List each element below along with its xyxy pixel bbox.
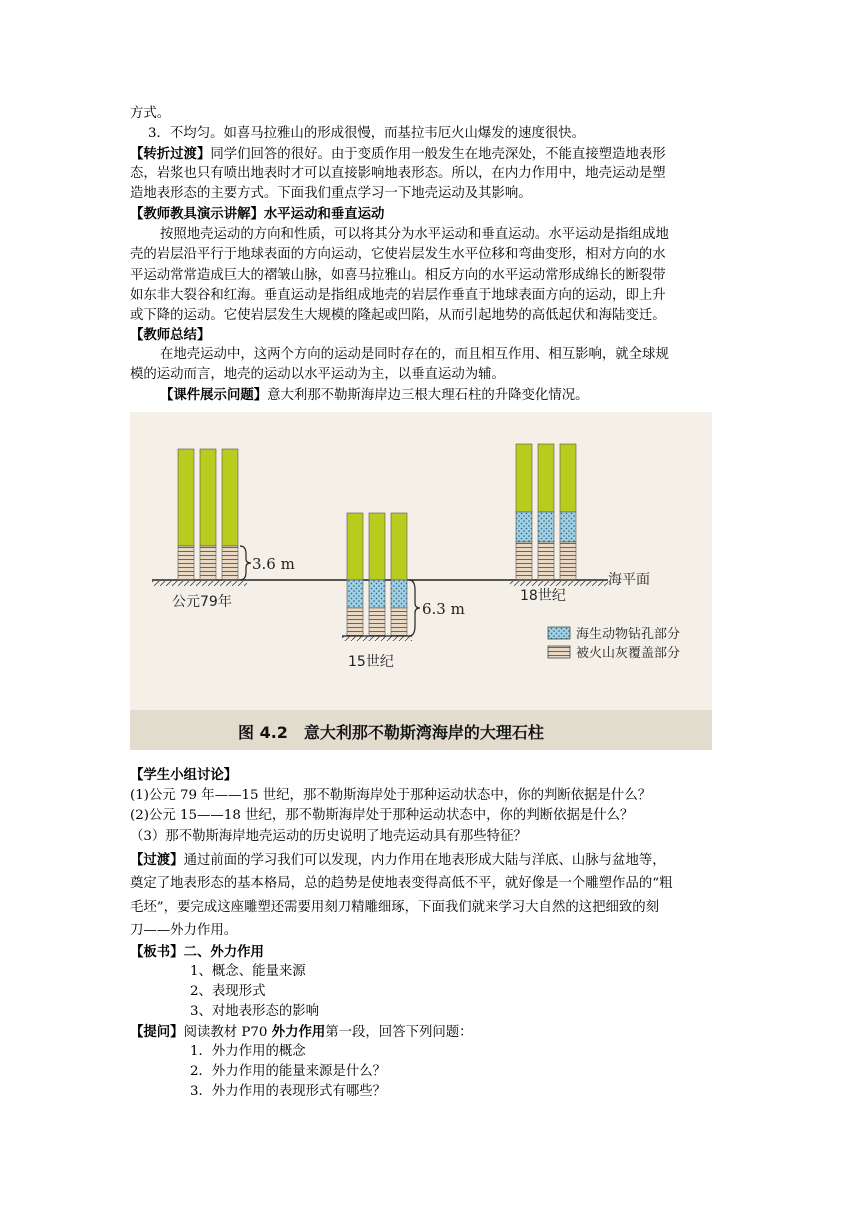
column-ash-part	[560, 542, 576, 580]
text-span: 阅读教材 P70	[183, 1025, 272, 1040]
era-15c: 15世纪	[348, 654, 394, 670]
emphasis-text: 外力作用	[271, 1024, 326, 1040]
column-upper	[391, 513, 407, 580]
text-span: 3．外力作用的表现形式有哪些？	[190, 1084, 386, 1099]
heading-text: 【学生小组讨论】	[130, 767, 238, 783]
text-span: 3．不均匀。如喜马拉雅山的形成很慢，而基拉韦厄火山爆发的速度很快。	[148, 126, 586, 141]
legend-bore-label: 海生动物钻孔部分	[576, 627, 681, 642]
section-label: 【课件展示问题】	[160, 387, 268, 403]
figure-caption: 图 4.2 意大利那不勒斯湾海岸的大理石柱	[238, 723, 544, 742]
column-ash-part	[200, 546, 216, 580]
text-span: 态，岩浆也只有喷出地表时才可以直接影响地表形态。所以，在内力作用中，地壳运动是塑	[130, 166, 666, 181]
text-line	[130, 921, 734, 941]
section-heading	[130, 204, 734, 224]
column-upper	[369, 513, 385, 580]
text-span: 在地壳运动中，这两个方向的运动是同时存在的，而且相互作用、相互影响，就全球规	[160, 347, 669, 362]
column-bore-part	[369, 580, 385, 608]
text-line	[130, 306, 734, 326]
text-span: 刀——外力作用。	[130, 923, 238, 938]
column-bore-part	[560, 512, 576, 542]
legend-bore-swatch	[548, 627, 570, 639]
column-ash-part	[538, 542, 554, 580]
text-line	[130, 266, 734, 286]
text-line	[130, 365, 734, 385]
text-line	[160, 345, 764, 365]
column-ash-part	[391, 608, 407, 636]
figure-svg	[130, 412, 712, 750]
text-span: 造地表形态的主要方式。下面我们重点学习一下地壳运动及其影响。	[130, 186, 532, 201]
column-ash-part	[347, 608, 363, 636]
text-span: 通过前面的学习我们可以发现，内力作用在地表形成大陆与洋底、山脉与盆地等，	[183, 853, 666, 868]
column-bore-part	[538, 512, 554, 542]
column-upper	[178, 449, 194, 546]
text-line	[130, 850, 734, 871]
column-ash-part	[178, 546, 194, 580]
column-bore-part	[347, 580, 363, 608]
columns-18c	[516, 444, 576, 580]
heading-text: 【教师总结】	[130, 327, 211, 343]
column-upper	[516, 444, 532, 512]
text-line	[130, 164, 734, 184]
era-79ad: 公元79年	[172, 594, 232, 610]
text-span: 或下降的运动。它使岩层发生大规模的隆起或凹陷，从而引起地势的高低起伏和海陆变迁。	[130, 308, 666, 323]
text-span: 按照地壳运动的方向和性质，可以将其分为水平运动和垂直运动。水平运动是指组成地	[160, 227, 669, 242]
text-line	[130, 1022, 734, 1043]
text-span: 平运动常常造成巨大的褶皱山脉，如喜马拉雅山。相反方向的水平运动常形成绵长的断裂带	[130, 268, 666, 283]
column-ash-part	[222, 546, 238, 580]
text-line	[190, 1042, 794, 1062]
text-line	[130, 144, 734, 165]
column-ash-part	[516, 542, 532, 580]
legend-ash-swatch	[548, 646, 570, 658]
heading-text: 【板书】二、外力作用	[130, 944, 264, 960]
section-heading	[130, 325, 734, 345]
column-upper	[222, 449, 238, 546]
text-span: 壳的岩层沿平行于地球表面的方向运动，它使岩层发生水平位移和弯曲变形，相对方向的水	[130, 247, 666, 262]
text-line	[148, 124, 752, 144]
era-18c: 18世纪	[520, 588, 566, 604]
text-line	[190, 962, 794, 982]
text-line	[130, 827, 734, 847]
text-line	[190, 1002, 794, 1022]
column-bore-part	[391, 580, 407, 608]
section-heading	[130, 765, 734, 785]
text-span: 方式。	[130, 106, 171, 121]
text-line	[130, 874, 734, 894]
text-span: 模的运动而言，地壳的运动以水平运动为主，以垂直运动为辅。	[130, 367, 505, 382]
sea-level-label: 海平面	[608, 572, 650, 588]
section-heading	[130, 942, 734, 962]
text-line	[160, 385, 764, 406]
section-label: 【转折过渡】	[130, 146, 211, 162]
section-label: 【提问】	[130, 1024, 184, 1040]
text-line	[130, 184, 734, 204]
text-span: 毛坯”，要完成这座雕塑还需要用刻刀精雕细琢，下面我们就来学习大自然的这把细致的刻	[130, 900, 660, 915]
text-line	[190, 1082, 794, 1102]
text-span: 1、概念、能量来源	[190, 964, 306, 979]
text-line	[190, 982, 794, 1002]
column-upper	[560, 444, 576, 512]
text-span: (1)公元 79 年——15 世纪，那不勒斯海岸处于那种运动状态中，你的判断依据是什么？	[130, 788, 652, 803]
text-line	[130, 245, 734, 265]
text-span: 2．外力作用的能量来源是什么？	[190, 1064, 386, 1079]
column-upper	[538, 444, 554, 512]
marble-columns-figure	[130, 412, 712, 750]
column-upper	[200, 449, 216, 546]
text-span: 意大利那不勒斯海岸边三根大理石柱的升降变化情况。	[267, 388, 589, 403]
text-line	[130, 786, 734, 806]
text-span: (2)公元 15——18 世纪，那不勒斯海岸处于那种运动状态中，你的判断依据是什么？	[130, 808, 634, 823]
text-span: 奠定了地表形态的基本格局，总的趋势是使地表变得高低不平，就好像是一个雕塑作品的“粗	[130, 876, 673, 891]
label-6-3: 6.3 m	[422, 600, 465, 618]
label-3-6: 3.6 m	[252, 555, 295, 573]
ground-hatch	[510, 581, 608, 586]
text-span: （3）那不勒斯海岸地壳运动的历史说明了地壳运动具有那些特征？	[130, 829, 527, 844]
text-line	[130, 286, 734, 306]
ground-hatch	[342, 636, 412, 641]
text-span: 如东非大裂谷和红海。垂直运动是指组成地壳的岩层作垂直于地球表面方向的运动，即上升	[130, 288, 666, 303]
section-label: 【过渡】	[130, 852, 184, 868]
text-line	[130, 806, 734, 826]
column-ash-part	[369, 608, 385, 636]
column-upper	[347, 513, 363, 580]
ground-hatch	[152, 581, 247, 586]
text-span: 第一段，回答下列问题：	[325, 1025, 473, 1040]
text-span: 3、对地表形态的影响	[190, 1004, 320, 1019]
text-line	[130, 898, 734, 918]
text-span: 同学们回答的很好。由于变质作用一般发生在地壳深处，不能直接塑造地表形	[210, 147, 666, 162]
text-span: 1．外力作用的概念	[190, 1044, 306, 1059]
legend-ash-label: 被火山灰覆盖部分	[576, 646, 681, 661]
text-line	[160, 225, 764, 245]
text-line	[190, 1062, 794, 1082]
text-line	[130, 104, 734, 124]
text-span: 2、表现形式	[190, 984, 266, 999]
column-bore-part	[516, 512, 532, 542]
heading-text: 【教师教具演示讲解】水平运动和垂直运动	[130, 206, 385, 222]
